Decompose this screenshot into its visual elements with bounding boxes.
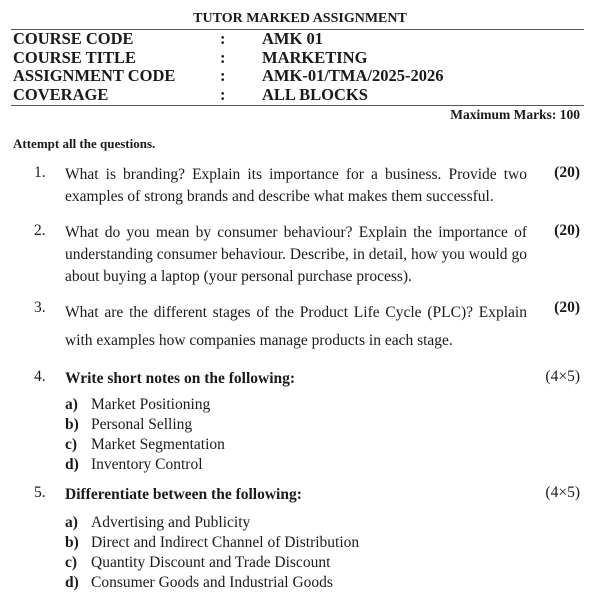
meta-value: MARKETING — [262, 47, 368, 67]
question-4-sub-items — [65, 395, 225, 475]
meta-separator: : — [220, 47, 226, 67]
meta-separator: : — [220, 29, 226, 48]
question-text: Write short notes on the following: — [65, 370, 296, 387]
question-number: 2. — [34, 222, 46, 239]
question-number: 4. — [34, 368, 46, 385]
sub-item-letter: c) — [65, 436, 78, 453]
meta-label: ASSIGNMENT CODE — [13, 66, 176, 85]
instruction: Attempt all the questions. — [13, 136, 156, 151]
sub-item — [65, 415, 225, 435]
sub-item — [65, 455, 225, 475]
question-marks: (20) — [554, 164, 580, 181]
question-text: What is branding? Explain its importance for a business. Provide two examples of strong brands and describe what makes them successful. — [65, 166, 527, 205]
meta-row-course-title — [13, 49, 583, 68]
sub-item — [65, 553, 359, 573]
question-text: What are the different stages of the Product Life Cycle (PLC)? Explain with examples how companies manage products in each stage. — [65, 304, 527, 349]
sub-item-letter: d) — [65, 456, 79, 473]
sub-item — [65, 533, 359, 553]
question-number: 1. — [34, 164, 46, 181]
question-marks: (20) — [554, 299, 580, 316]
question-5-sub-items — [65, 513, 359, 593]
meta-separator: : — [220, 66, 226, 85]
sub-item — [65, 513, 359, 533]
sub-item-text: Inventory Control — [91, 456, 203, 473]
sub-item-text: Market Positioning — [91, 396, 211, 413]
sub-item-letter: a) — [65, 396, 78, 413]
sub-item-text: Quantity Discount and Trade Discount — [91, 554, 331, 571]
question-marks: (4×5) — [545, 368, 580, 385]
question-marks: (20) — [554, 222, 580, 239]
meta-row-coverage — [13, 86, 583, 105]
sub-item — [65, 435, 225, 455]
question-marks: (4×5) — [545, 484, 580, 501]
question-number: 5. — [34, 484, 46, 501]
maximum-marks: Maximum Marks: 100 — [450, 107, 580, 122]
sub-item-letter: c) — [65, 554, 78, 571]
question-text: What do you mean by consumer behaviour? Explain the importance of understanding consumer behaviour. Describe, in detail, how you would go about buying a laptop (your personal purchase process). — [65, 224, 527, 285]
sub-item — [65, 573, 359, 593]
sub-item-text: Direct and Indirect Channel of Distribution — [91, 534, 360, 551]
bottom-divider — [11, 105, 584, 106]
meta-row-course-code — [13, 30, 583, 49]
question-number: 3. — [34, 299, 46, 316]
meta-label: COVERAGE — [13, 84, 109, 104]
meta-label: COURSE TITLE — [13, 47, 137, 67]
sub-item-letter: b) — [65, 534, 79, 551]
sub-item-text: Consumer Goods and Industrial Goods — [91, 574, 333, 591]
meta-separator: : — [220, 84, 226, 104]
meta-value: AMK-01/TMA/2025-2026 — [262, 66, 444, 85]
sub-item-text: Personal Selling — [91, 416, 193, 433]
assignment-metadata — [13, 30, 583, 104]
meta-value: ALL BLOCKS — [262, 84, 368, 104]
sub-item-letter: d) — [65, 574, 79, 591]
meta-value: AMK 01 — [262, 29, 323, 48]
sub-item — [65, 395, 225, 415]
sub-item-letter: a) — [65, 514, 78, 531]
meta-label: COURSE CODE — [13, 29, 134, 48]
question-text: Differentiate between the following: — [65, 486, 302, 503]
sub-item-text: Market Segmentation — [91, 436, 225, 453]
meta-row-assignment-code — [13, 67, 583, 86]
sub-item-letter: b) — [65, 416, 79, 433]
sub-item-text: Advertising and Publicity — [91, 514, 251, 531]
document-title: TUTOR MARKED ASSIGNMENT — [193, 11, 407, 26]
